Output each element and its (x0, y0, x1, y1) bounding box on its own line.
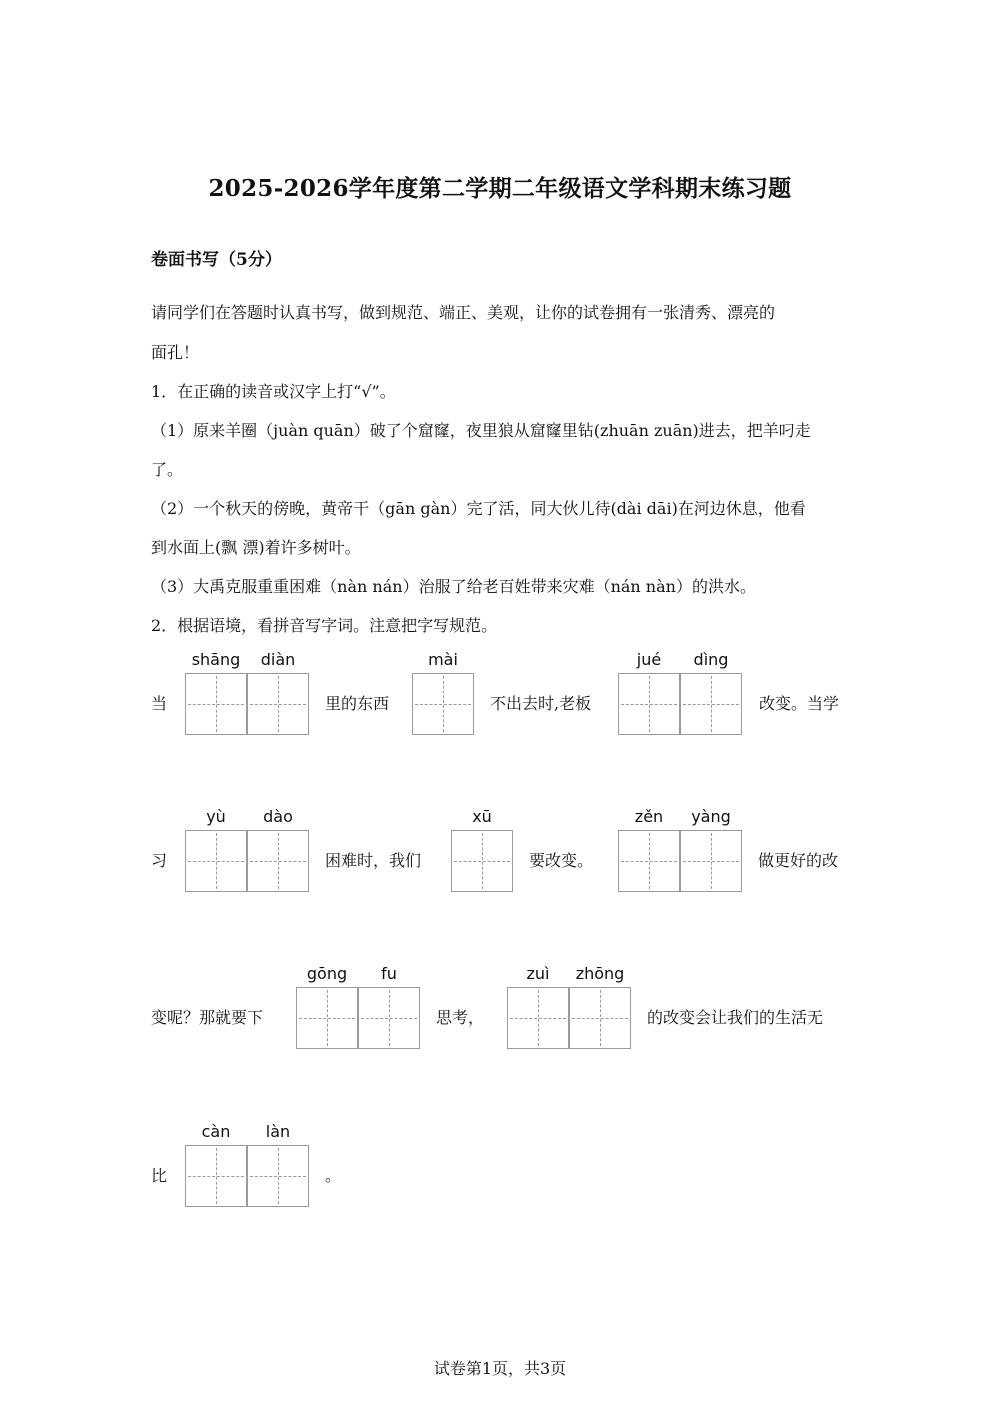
character-box[interactable] (507, 987, 569, 1049)
intro-text: 请同学们在答题时认真书写，做到规范、端正、美观，让你的试卷拥有一张清秀、漂亮的 (151, 303, 776, 322)
sentence-fragment: 。 (325, 1166, 342, 1185)
sentence-fragment: 当 (151, 694, 168, 713)
question-2-stem: 2．根据语境，看拼音写字词。注意把字写规范。 (151, 616, 498, 635)
character-box[interactable] (247, 830, 309, 892)
character-box[interactable] (680, 673, 742, 735)
pinyin-label: dìng (693, 650, 729, 669)
character-box[interactable] (247, 673, 309, 735)
question-1-stem: 1．在正确的读音或汉字上打“√”。 (151, 382, 396, 401)
sentence-fragment: 习 (151, 851, 168, 870)
pinyin-label: shāng (191, 650, 241, 669)
sentence-fragment: 要改变。 (529, 851, 594, 870)
pinyin-label: jué (636, 650, 662, 669)
page-title: 2025-2026学年度第二学期二年级语文学科期末练习题 (208, 175, 792, 202)
character-box[interactable] (618, 673, 680, 735)
character-box[interactable] (185, 1145, 247, 1207)
pinyin-label: fu (381, 964, 397, 983)
sentence-fragment: 变呢？那就要下 (151, 1008, 264, 1027)
character-box[interactable] (247, 1145, 309, 1207)
question-1-item-2: （2）一个秋天的傍晚，黄帝干（gān gàn）完了活，同大伙儿待(dài dāi)在河边休息，他看 (151, 499, 806, 518)
pinyin-label: xū (472, 807, 492, 826)
sentence-fragment: 改变。当学 (759, 694, 840, 713)
character-box[interactable] (569, 987, 631, 1049)
page-footer: 试卷第1页，共3页 (433, 1359, 567, 1378)
character-box[interactable] (296, 987, 358, 1049)
pinyin-label: dào (263, 807, 293, 826)
question-1-item-1-cont: 了。 (151, 460, 184, 479)
pinyin-label: zuì (526, 964, 550, 983)
pinyin-label: yù (206, 807, 226, 826)
question-1-item-3: （3）大禹克服重重困难（nàn nán）治服了给老百姓带来灾难（nán nàn）的洪水。 (151, 577, 756, 596)
pinyin-label: zěn (634, 807, 664, 826)
pinyin-label: yàng (691, 807, 731, 826)
sentence-fragment: 里的东西 (325, 694, 390, 713)
character-box[interactable] (358, 987, 420, 1049)
pinyin-label: zhōng (575, 964, 625, 983)
pinyin-label: gōng (306, 964, 348, 983)
character-box[interactable] (185, 830, 247, 892)
question-1-item-1: （1）原来羊圈（juàn quān）破了个窟窿，夜里狼从窟窿里钻(zhuān zuān)进去，把羊叼走 (151, 421, 811, 440)
pinyin-label: làn (265, 1122, 291, 1141)
sentence-fragment: 思考， (436, 1008, 485, 1027)
character-box[interactable] (412, 673, 474, 735)
character-box[interactable] (618, 830, 680, 892)
pinyin-label: diàn (260, 650, 296, 669)
intro-text-cont: 面孔！ (151, 343, 200, 362)
sentence-fragment: 不出去时,老板 (490, 694, 592, 713)
question-1-item-2-cont: 到水面上(飘 漂)着许多树叶。 (151, 538, 361, 557)
character-box[interactable] (451, 830, 513, 892)
sentence-fragment: 做更好的改 (758, 851, 839, 870)
character-box[interactable] (185, 673, 247, 735)
sentence-fragment: 的改变会让我们的生活无 (647, 1008, 824, 1027)
sentence-fragment: 困难时，我们 (325, 851, 422, 870)
section-heading: 卷面书写（5分） (151, 250, 282, 270)
pinyin-label: càn (201, 1122, 231, 1141)
character-box[interactable] (680, 830, 742, 892)
pinyin-label: mài (428, 650, 458, 669)
sentence-fragment: 比 (151, 1166, 168, 1185)
